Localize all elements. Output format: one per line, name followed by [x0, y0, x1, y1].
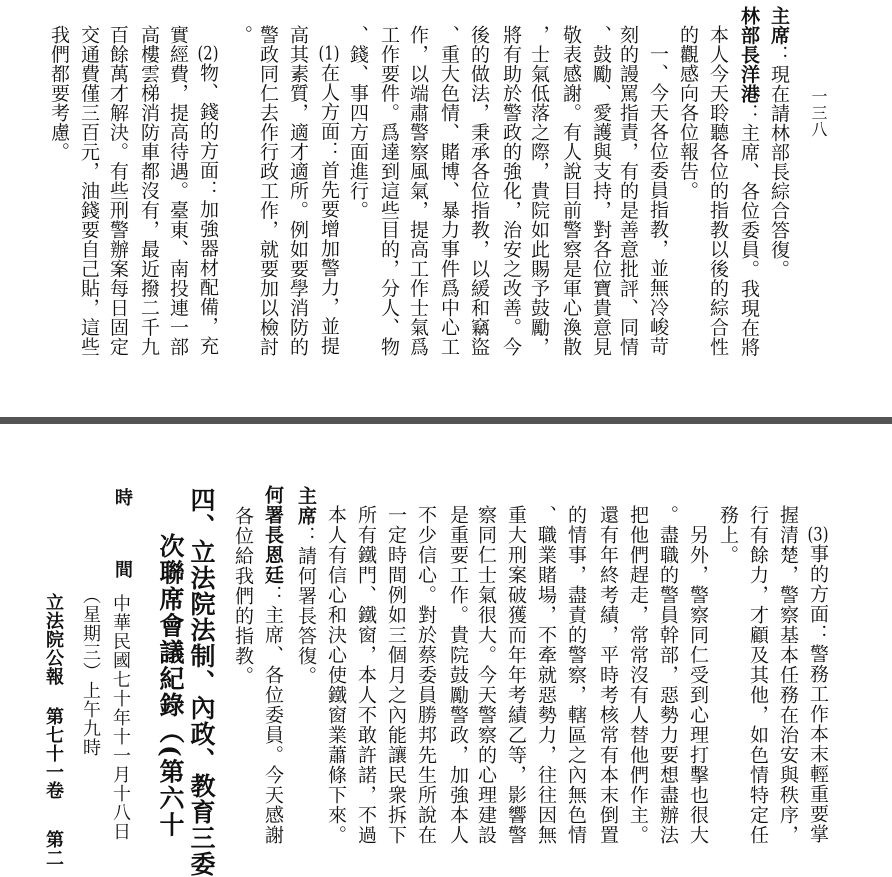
text-column: 不少信心。對於蔡委員勝邦先生所說在	[415, 505, 437, 845]
text-column	[319, 44, 338, 356]
section-heading: 四、立法院法制、內政、教育三委	[187, 487, 216, 877]
text-column: 、錢、事四方面進行。	[347, 25, 369, 220]
text-column: 、重大色情、賭博、暴力事件爲中心工	[438, 25, 460, 357]
text-column: 把他們趕走，常常沒有人替他們作主。	[627, 505, 649, 845]
column-text: ：主席、各位委員。今天感謝	[262, 585, 284, 845]
text-column: 敬表感謝。有人說目前警察是軍心渙散	[560, 25, 582, 357]
text-column: 察同仁士氣很大。今天警察的心理建設	[475, 505, 497, 845]
meeting-weekday-time: （星期三）上午九時	[80, 586, 101, 757]
column-text: ：主席、各位委員。我現在將	[738, 103, 760, 357]
text-column: 的情事，盡責的警察，轄區之內無色情	[565, 505, 587, 845]
text-column: 我們都要考慮。	[48, 25, 70, 162]
column-text: ：現在請林部長綜合答復。	[768, 45, 790, 279]
text-column	[769, 6, 788, 279]
text-column: 還有年終考績，平時考核常有本末倒置	[597, 505, 619, 845]
text-column: 工作要件。爲達到這些目的，分人、物	[378, 25, 400, 357]
text-column: 是重要工作。貴院鼓勵警政，加強本人	[447, 505, 469, 845]
footer-publication: 立法院公報	[43, 593, 64, 686]
text-column: 重大刑案破獲而年年考績乙等，影響警	[505, 505, 527, 845]
text-column: 將有助於警政的強化，治安之改善。今	[500, 25, 522, 357]
speaker-name: 何署長恩廷	[262, 485, 284, 585]
section-divider	[0, 417, 892, 424]
text-column: 、職業賭場，不牽就惡勢力，往往因無	[535, 505, 557, 845]
text-column: ，士氣低落之際，貴院如此賜予鼓勵，	[528, 25, 550, 357]
meeting-time-label: 間	[112, 560, 133, 579]
text-column	[296, 486, 315, 686]
text-column: 另外，警察同仁受到心理打擊也很大	[687, 525, 709, 845]
text-column: 、鼓勵、愛護與支持，對各位寶貴意見	[590, 25, 612, 357]
text-column: 高其素質，適才適所。例如要學消防的	[287, 25, 309, 357]
page-number: 一三八	[809, 88, 828, 138]
section-heading-continued: 次聯席會議紀錄（(第六十	[156, 533, 185, 838]
item-marker: (2)	[197, 44, 219, 63]
text-column	[808, 525, 827, 844]
column-text: 物、錢的方面：加強器材配備，充	[197, 63, 219, 356]
text-column: 務上。	[717, 505, 739, 565]
speaker-name: 林部長洋港	[738, 6, 760, 104]
text-column: 。	[231, 25, 253, 45]
text-column: 所有鐵門、鐵窗，本人不敢許諾，不過	[355, 505, 377, 845]
text-column: 一、今天各位委員指教，並無冷峻苛	[647, 44, 669, 356]
text-column: 實經費，提高待遇。臺東、南投連一部	[167, 25, 189, 357]
text-column: 的觀感向各位報告。	[677, 25, 699, 201]
text-column: 一定時間例如三個月之內能讓民衆拆下	[385, 505, 407, 845]
footer-issue: 第二	[43, 830, 64, 867]
footer-volume: 第七十一卷	[43, 707, 64, 800]
text-column	[739, 6, 758, 357]
text-column: 警政同仁去作行政工作，就要加以檢討	[257, 25, 279, 357]
meeting-date: 中華民國七十年十一月十八日	[110, 594, 131, 841]
text-column: 各位給我們的指教。	[232, 506, 254, 686]
text-column: 行有餘力，才顧及其他，如色情特定任	[747, 505, 769, 845]
meeting-time-label: 時	[112, 488, 133, 507]
column-text: 在人方面：首先要增加警力，並提	[318, 63, 340, 356]
text-column: 本人有信心和決心使鐵窗業蕭條下來。	[325, 505, 347, 845]
speaker-name: 主席	[768, 6, 790, 45]
item-marker: (3)	[807, 525, 829, 544]
text-column: 。盡職的警員幹部，惡勢力要想盡辦法	[657, 505, 679, 845]
text-column: 交通費僅三百元，油錢要自己貼，這些	[78, 25, 100, 357]
text-column: 百餘萬才解決。有些刑警辦案每日固定	[107, 25, 129, 357]
text-column	[263, 485, 282, 845]
column-text: ：請何署長答復。	[295, 526, 317, 686]
text-column	[198, 44, 217, 356]
text-column: 本人今天聆聽各位的指教以後的綜合性	[707, 25, 729, 357]
text-column: 握清楚，警察基本任務在治安與秩序，	[777, 505, 799, 845]
text-column: 刻的謾罵指責，有的是善意批評、同情	[617, 25, 639, 357]
text-column: 後的做法，秉承各位指教，以緩和竊盜	[468, 25, 490, 357]
text-column: 高樓雲梯消防車都沒有，最近撥二千九	[138, 25, 160, 357]
text-column: 作，以端肅警察風氣，提高工作士氣爲	[407, 25, 429, 357]
item-marker: (1)	[318, 44, 340, 63]
speaker-name: 主席	[295, 486, 317, 526]
column-text: 事的方面：警務工作本末輕重要掌	[807, 544, 829, 844]
